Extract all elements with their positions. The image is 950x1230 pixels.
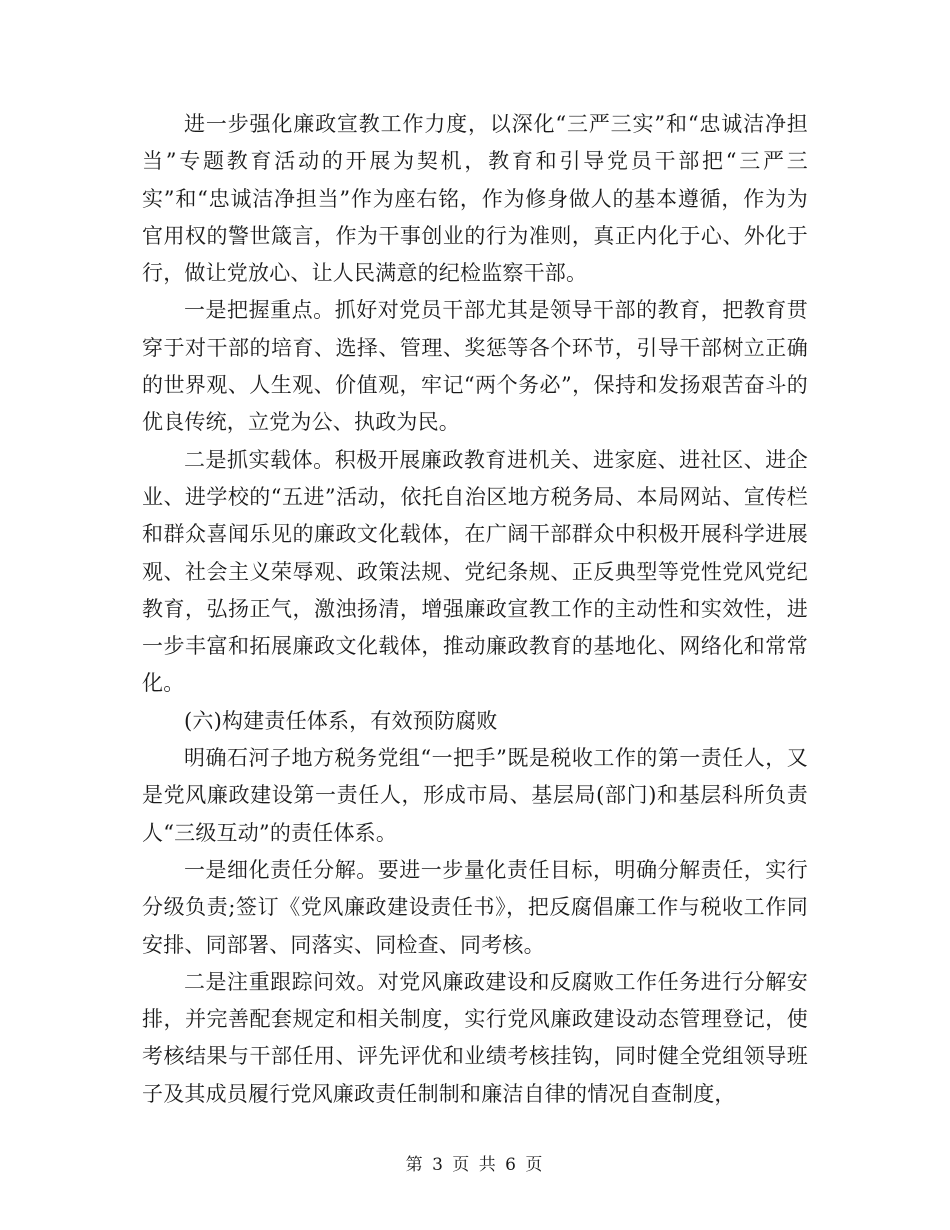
paragraph-responsibility: 明确石河子地方税务党组“一把手”既是税收工作的第一责任人，又是党风廉政建设第一责任人，形成市局、基层局(部门)和基层科所负责人“三级互动”的责任体系。 bbox=[142, 746, 808, 845]
document-body bbox=[142, 106, 808, 1113]
paragraph-tracking: 二是注重跟踪问效。对党风廉政建设和反腐败工作任务进行分解安排，并完善配套规定和相关制度，实行党风廉政建设动态管理登记，使考核结果与干部任用、评先评优和业绩考核挂钩，同时健全党组领导班子及其成员履行党风廉政责任制制和廉洁自律的情况自查制度， bbox=[142, 969, 808, 1106]
paragraph-refine: 一是细化责任分解。要进一步量化责任目标，明确分解责任，实行分级负责;签订《党风廉政建设责任书》，把反腐倡廉工作与税收工作同安排、同部署、同落实、同检查、同考核。 bbox=[142, 857, 808, 957]
page-number-footer: 第 3 页 共 6 页 bbox=[405, 1155, 545, 1175]
paragraph-grasp-focus: 一是把握重点。抓好对党员干部尤其是领导干部的教育，把教育贯穿于对干部的培育、选择、管理、奖惩等各个环节，引导干部树立正确的世界观、人生观、价值观，牢记“两个务必”，保持和发扬艰苦奋斗的优良传统，立党为公、执政为民。 bbox=[142, 298, 808, 435]
paragraph-intro: 进一步强化廉政宣教工作力度，以深化“三严三实”和“忠诚洁净担当”专题教育活动的开展为契机，教育和引导党员干部把“三严三实”和“忠诚洁净担当”作为座右铭，作为修身做人的基本遵循，作为为官用权的警世箴言，作为干事创业的行为准则，真正内化于心、外化于行，做让党放心、让人民满意的纪检监察干部。 bbox=[142, 112, 808, 286]
section-heading: (六)构建责任体系，有效预防腐败 bbox=[184, 708, 498, 733]
paragraph-carrier: 二是抓实载体。积极开展廉政教育进机关、进家庭、进社区、进企业、进学校的“五进”活动，依托自治区地方税务局、本局网站、宣传栏和群众喜闻乐见的廉政文化载体，在广阔干部群众中积极开展科学进展观、社会主义荣辱观、政策法规、党纪条规、正反典型等党性党风党纪教育，弘扬正气，激浊扬清，增强廉政宣教工作的主动性和实效性，进一步丰富和拓展廉政文化载体，推动廉政教育的基地化、网络化和常常化。 bbox=[142, 447, 808, 696]
